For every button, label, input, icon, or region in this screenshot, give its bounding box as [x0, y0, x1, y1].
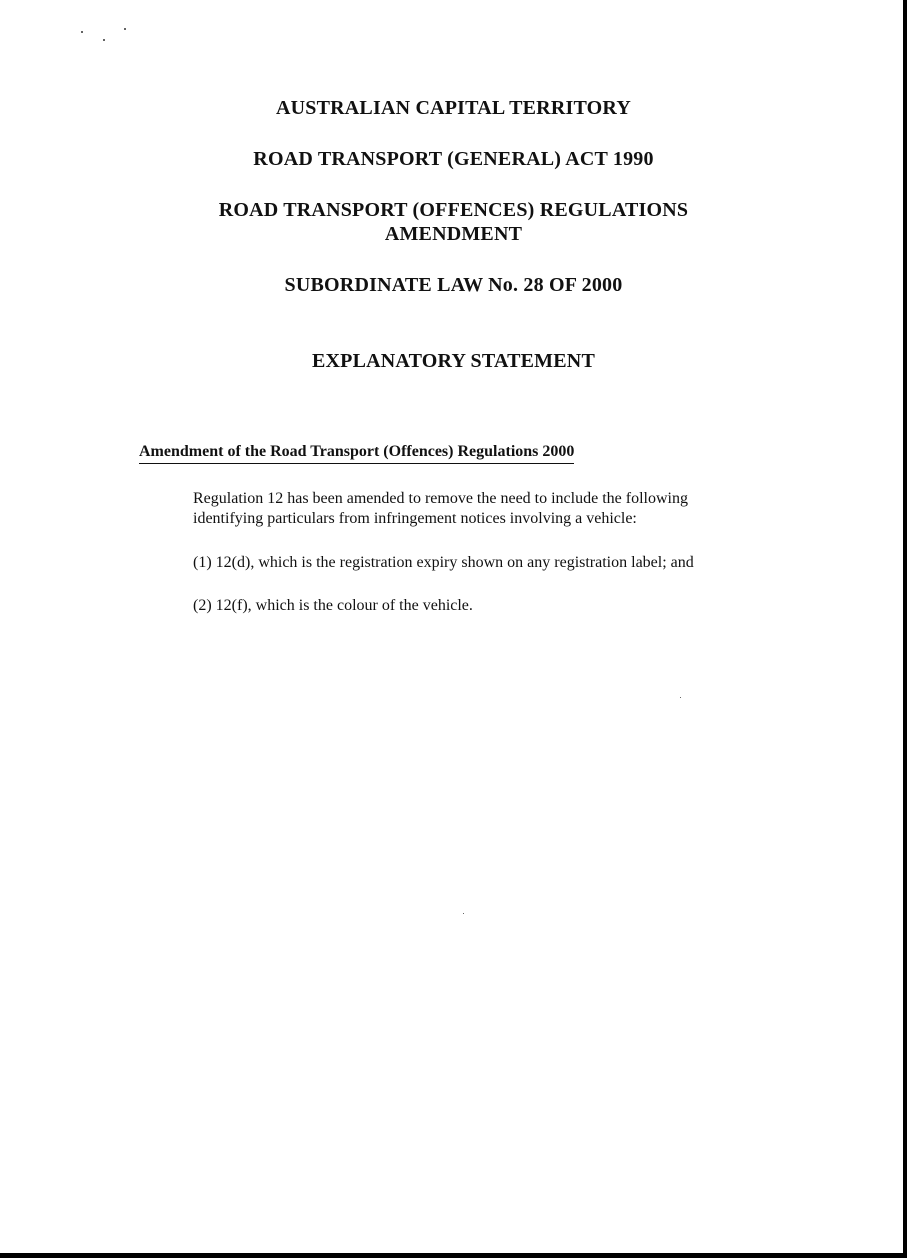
- scan-speck: [103, 39, 105, 41]
- subordinate-law-heading: SUBORDINATE LAW No. 28 OF 2000: [284, 274, 623, 296]
- scan-edge-right: [903, 0, 907, 1258]
- scan-speck: [81, 31, 83, 33]
- explanatory-statement-heading: EXPLANATORY STATEMENT: [312, 350, 595, 372]
- regulations-heading-line2: AMENDMENT: [384, 223, 523, 245]
- scan-speck: [124, 28, 126, 30]
- intro-line-2: identifying particulars from infringement notices involving a vehicle:: [193, 510, 637, 527]
- scan-speck: [463, 913, 464, 914]
- section-title: Amendment of the Road Transport (Offences) Regulations 2000: [139, 442, 574, 464]
- intro-line-1: Regulation 12 has been amended to remove the need to include the following: [193, 490, 688, 507]
- list-item: (1) 12(d), which is the registration expiry shown on any registration label; and: [193, 554, 694, 571]
- list-item: (2) 12(f), which is the colour of the vehicle.: [193, 597, 473, 614]
- scan-speck: [680, 697, 681, 698]
- territory-heading: AUSTRALIAN CAPITAL TERRITORY: [276, 97, 631, 119]
- scan-edge-bottom: [0, 1253, 907, 1258]
- regulations-heading-line1: ROAD TRANSPORT (OFFENCES) REGULATIONS: [218, 199, 689, 221]
- act-heading: ROAD TRANSPORT (GENERAL) ACT 1990: [253, 148, 654, 170]
